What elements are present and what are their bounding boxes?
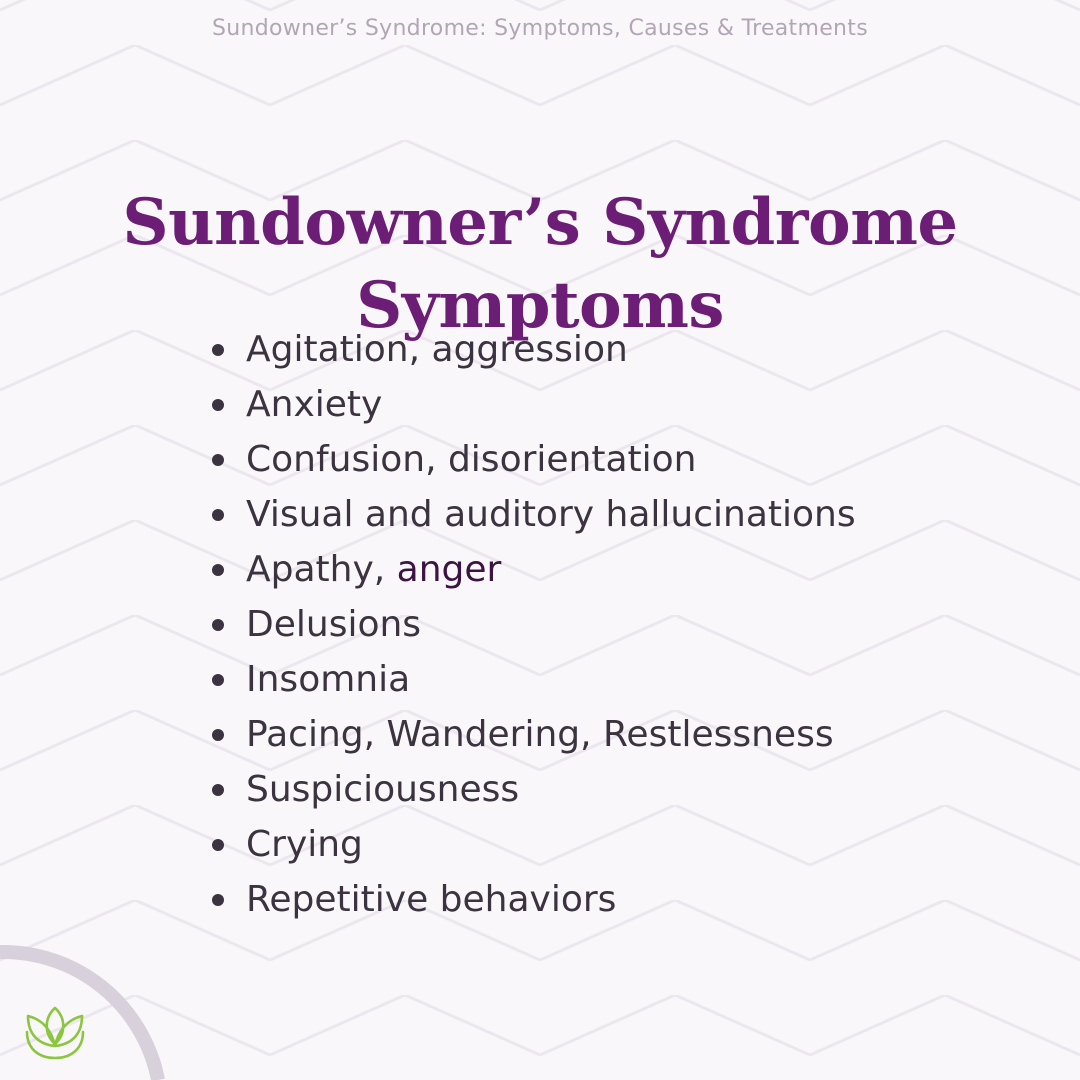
title-line-2: Symptoms: [356, 267, 724, 343]
list-item: [210, 597, 856, 652]
list-item: [210, 432, 856, 487]
list-item: [210, 542, 856, 597]
symptom-list: [210, 322, 856, 927]
list-item: [210, 872, 856, 927]
bullet-icon: [212, 344, 224, 356]
symptom-text: Visual and auditory hallucinations: [246, 494, 856, 535]
symptom-text: Crying: [246, 824, 363, 865]
bullet-icon: [212, 894, 224, 906]
list-item: [210, 762, 856, 817]
bullet-icon: [212, 729, 224, 741]
page-caption: Sundowner’s Syndrome: Symptoms, Causes & Treatments: [212, 16, 868, 41]
list-item: [210, 377, 856, 432]
list-item: [210, 652, 856, 707]
symptom-text: Suspiciousness: [246, 769, 520, 810]
list-item: [210, 817, 856, 872]
symptom-text-accent: anger: [396, 549, 502, 590]
symptom-text: Delusions: [246, 604, 422, 645]
symptom-text: Insomnia: [246, 659, 411, 700]
symptom-text: Agitation, aggression: [246, 329, 628, 370]
symptom-text: Apathy,: [246, 549, 386, 590]
symptom-text: Anxiety: [246, 384, 383, 425]
symptom-text: Pacing, Wandering, Restlessness: [246, 714, 834, 755]
bullet-icon: [212, 509, 224, 521]
symptom-text: Repetitive behaviors: [246, 879, 617, 920]
list-item: [210, 487, 856, 542]
lotus-leaf-icon: [22, 1002, 88, 1062]
bullet-icon: [212, 839, 224, 851]
bullet-icon: [212, 564, 224, 576]
bullet-icon: [212, 399, 224, 411]
bullet-icon: [212, 454, 224, 466]
title-line-1: Sundowner’s Syndrome: [122, 184, 958, 260]
bullet-icon: [212, 674, 224, 686]
bullet-icon: [212, 784, 224, 796]
list-item: [210, 707, 856, 762]
list-item: [210, 322, 856, 377]
bullet-icon: [212, 619, 224, 631]
symptom-text: Confusion, disorientation: [246, 439, 697, 480]
